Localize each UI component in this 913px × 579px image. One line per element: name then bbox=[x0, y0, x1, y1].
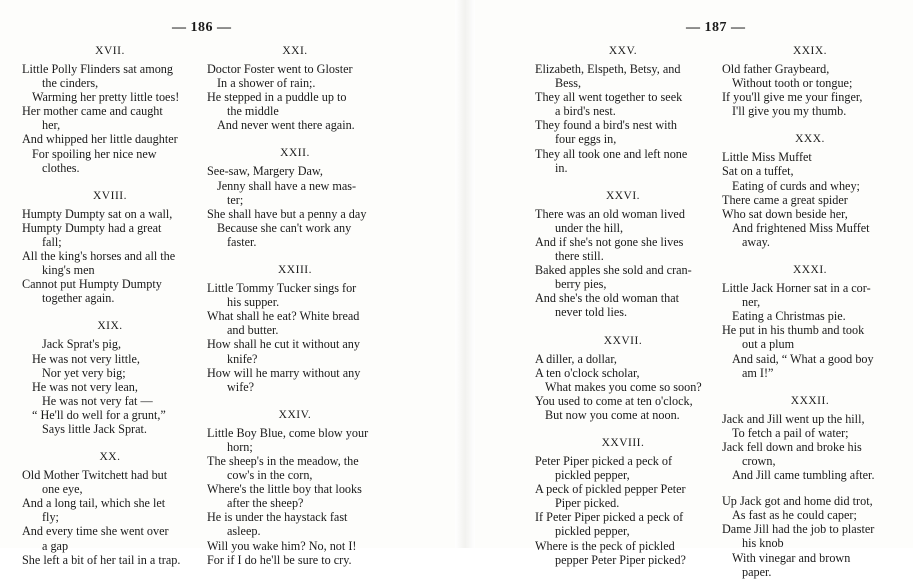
poem-line: ter; bbox=[227, 192, 244, 207]
poem-line: He is under the haystack fast bbox=[207, 510, 348, 525]
poem-line: She left a bit of her tail in a trap. bbox=[22, 552, 181, 567]
poem-line: And frightened Miss Muffet bbox=[732, 220, 870, 235]
poem-line: As fast as he could caper; bbox=[732, 508, 857, 523]
poem-line: his supper. bbox=[227, 295, 280, 310]
poem-line: wife? bbox=[227, 379, 255, 394]
poem-line: Where's the little boy that looks bbox=[207, 482, 362, 497]
poem-line: But now you come at noon. bbox=[545, 407, 680, 422]
page-gutter bbox=[455, 0, 475, 548]
poem-title: XXVII. bbox=[603, 334, 643, 347]
poem-line: paper. bbox=[742, 564, 772, 579]
poem-line: There was an old woman lived bbox=[535, 206, 685, 221]
left-page-column-1 bbox=[22, 42, 198, 567]
poem-line: And never went there again. bbox=[217, 118, 355, 133]
poem-line: Will you wake him? No, not I! bbox=[207, 538, 357, 553]
poem-line: faster. bbox=[227, 234, 257, 249]
poem-line: there still. bbox=[555, 249, 604, 264]
stanza-spacer bbox=[207, 394, 383, 406]
poem-line: a bird's nest. bbox=[555, 104, 616, 119]
poem-line: Little Tommy Tucker sings for bbox=[207, 281, 357, 296]
poem-line: her, bbox=[42, 118, 61, 133]
poem-line: And every time she went over bbox=[22, 524, 169, 539]
poem bbox=[722, 132, 898, 261]
poem-line: Old Mother Twitchett had but bbox=[22, 468, 168, 483]
poem-line: fall; bbox=[42, 234, 62, 249]
poem-line: See-saw, Margery Daw, bbox=[207, 164, 323, 179]
stanza-spacer bbox=[535, 422, 711, 434]
poem-line: A peck of pickled pepper Peter bbox=[535, 482, 686, 497]
poem-line: You used to come at ten o'clock, bbox=[535, 393, 693, 408]
poem-line: Humpty Dumpty sat on a wall, bbox=[22, 206, 173, 221]
poem-line: Jack fell down and broke his bbox=[722, 439, 862, 454]
stanza-spacer bbox=[207, 132, 383, 144]
poem-line: a gap bbox=[42, 538, 69, 553]
poem-line: How shall he cut it without any bbox=[207, 337, 360, 352]
stanza-spacer bbox=[535, 320, 711, 332]
poem-line: Piper picked. bbox=[555, 496, 620, 511]
poem-line: And whipped her little daughter bbox=[22, 132, 178, 147]
poem-line: Little Miss Muffet bbox=[722, 150, 812, 165]
poem-title: XXIX. bbox=[792, 45, 828, 57]
right-page-column-1 bbox=[535, 42, 711, 567]
poem-title: XXVIII. bbox=[601, 436, 645, 449]
stanza-spacer bbox=[22, 436, 198, 448]
stanza-spacer bbox=[22, 175, 198, 187]
poem-line: And Jill came tumbling after. bbox=[732, 468, 875, 483]
poem-title: XXXI. bbox=[792, 264, 828, 277]
poem-line: pepper Peter Piper picked? bbox=[555, 552, 686, 567]
stanza-spacer bbox=[207, 249, 383, 261]
poem-line: am I!” bbox=[742, 365, 774, 380]
poem bbox=[207, 146, 383, 261]
poem-title: XVII. bbox=[95, 45, 125, 57]
poem-line: She shall have but a penny a day bbox=[207, 206, 367, 221]
stanza-spacer bbox=[535, 175, 711, 187]
poem-line: Eating of curds and whey; bbox=[732, 178, 860, 193]
poem-line: four eggs in, bbox=[555, 132, 617, 147]
poem bbox=[22, 189, 198, 318]
poem-line: under the hill, bbox=[555, 220, 624, 235]
poem-line: Peter Piper picked a peck of bbox=[535, 453, 673, 468]
poem-line: They all took one and left none bbox=[535, 146, 688, 161]
poem-line: pickled pepper, bbox=[555, 468, 630, 483]
stanza-spacer bbox=[722, 249, 898, 261]
poem-line: They found a bird's nest with bbox=[535, 118, 677, 133]
page-number-right: — 187 — bbox=[686, 20, 746, 35]
poem-line: Who sat down beside her, bbox=[722, 206, 848, 221]
poem-line: together again. bbox=[42, 291, 115, 306]
poem-line: Old father Graybeard, bbox=[722, 62, 830, 76]
poem-line: in. bbox=[555, 160, 568, 175]
poem-line: And said, “ What a good boy bbox=[732, 351, 874, 366]
poem-line: There came a great spider bbox=[722, 192, 848, 207]
poem-line: Doctor Foster went to Gloster bbox=[207, 62, 353, 76]
poem-line: berry pies, bbox=[555, 277, 607, 292]
poem-line: the middle bbox=[227, 104, 279, 119]
poem bbox=[722, 394, 898, 579]
poem-line: and butter. bbox=[227, 323, 279, 338]
poem-line: Bess, bbox=[555, 76, 582, 91]
poem-line: Jenny shall have a new mas- bbox=[217, 178, 357, 193]
poem-line: He was not very little, bbox=[32, 351, 140, 366]
poem-line: after the sheep? bbox=[227, 496, 304, 511]
poem-line: Little Jack Horner sat in a cor- bbox=[722, 281, 871, 296]
poem-line: And if she's not gone she lives bbox=[535, 234, 684, 249]
poem-title: XXIII. bbox=[278, 264, 312, 277]
poem-line: All the king's horses and all the bbox=[22, 249, 176, 264]
poem-line: ner, bbox=[742, 295, 761, 310]
poem-line: He was not very lean, bbox=[32, 379, 138, 394]
poem-line: horn; bbox=[227, 439, 253, 454]
poem-line: For spoiling her nice new bbox=[32, 146, 157, 161]
poem-line: And a long tail, which she let bbox=[22, 496, 166, 511]
poem-line: I'll give you my thumb. bbox=[732, 104, 847, 119]
poem-line: Little Polly Flinders sat among bbox=[22, 62, 173, 76]
poem bbox=[207, 263, 383, 406]
poem bbox=[535, 436, 711, 567]
poem bbox=[22, 450, 198, 567]
right-page-column-2 bbox=[722, 42, 898, 579]
poem-line: The sheep's in the meadow, the bbox=[207, 453, 359, 468]
poem-line: Nor yet very big; bbox=[42, 365, 126, 380]
poem-line: never told lies. bbox=[555, 305, 628, 320]
poem-line: Humpty Dumpty had a great bbox=[22, 220, 162, 235]
poem-line: They all went together to seek bbox=[535, 90, 683, 105]
page-number-left: — 186 — bbox=[172, 20, 232, 35]
poem-line: Without tooth or tongue; bbox=[732, 76, 853, 91]
poem-line: crown, bbox=[742, 453, 776, 468]
poem-title: XXXII. bbox=[790, 394, 830, 407]
poem-line: He was not very fat — bbox=[42, 393, 153, 408]
poem-line: the cinders, bbox=[42, 76, 99, 91]
poem bbox=[22, 44, 198, 187]
poem-line: cow's in the corn, bbox=[227, 468, 313, 483]
poem-line: away. bbox=[742, 234, 770, 249]
poem-title: XXII. bbox=[280, 147, 310, 160]
left-page-column-2 bbox=[207, 42, 383, 567]
poem-title: XIX. bbox=[97, 320, 123, 333]
poem-line: With vinegar and brown bbox=[732, 550, 851, 565]
poem-line: For if I do he'll be sure to cry. bbox=[207, 552, 352, 567]
poem-title: XXX. bbox=[795, 133, 825, 146]
stanza-spacer bbox=[722, 380, 898, 392]
poem-line: Jack Sprat's pig, bbox=[42, 337, 122, 352]
poem bbox=[207, 408, 383, 567]
poem-line: Her mother came and caught bbox=[22, 104, 163, 119]
poem-line: Up Jack got and home did trot, bbox=[722, 494, 873, 509]
poem-line: Little Boy Blue, come blow your bbox=[207, 425, 369, 440]
poem-line: “ He'll do well for a grunt,” bbox=[32, 407, 166, 422]
poem-line: Cannot put Humpty Dumpty bbox=[22, 277, 162, 292]
poem-line: Says little Jack Sprat. bbox=[42, 421, 147, 436]
poem bbox=[535, 334, 711, 434]
poem-title: XVIII. bbox=[93, 189, 127, 202]
poem-title: XX. bbox=[99, 451, 121, 464]
poem-line bbox=[722, 482, 898, 494]
poem bbox=[535, 44, 711, 187]
poem-line: What shall he eat? White bread bbox=[207, 309, 360, 324]
poem-line: A diller, a dollar, bbox=[535, 351, 617, 366]
poem-line: And she's the old woman that bbox=[535, 291, 680, 306]
poem-line: Warming her pretty little toes! bbox=[32, 90, 180, 105]
poem-line: Sat on a tuffet, bbox=[722, 164, 794, 179]
poem-line: Dame Jill had the job to plaster bbox=[722, 522, 875, 537]
poem-title: XXIV. bbox=[278, 408, 312, 421]
poem-line: clothes. bbox=[42, 160, 80, 175]
poem-line: fly; bbox=[42, 510, 59, 525]
poem-line: If you'll give me your finger, bbox=[722, 90, 863, 105]
poem-line: If Peter Piper picked a peck of bbox=[535, 510, 684, 525]
poem-line: knife? bbox=[227, 351, 258, 366]
poem-line: pickled pepper, bbox=[555, 524, 630, 539]
poem-line: Because she can't work any bbox=[217, 220, 352, 235]
poem-line: How will he marry without any bbox=[207, 365, 361, 380]
poem-title: XXVI. bbox=[605, 189, 641, 202]
poem-line: He stepped in a puddle up to bbox=[207, 90, 347, 105]
poem-line: out a plum bbox=[742, 337, 795, 352]
stanza-spacer bbox=[722, 118, 898, 130]
poem-line: his knob bbox=[742, 536, 784, 551]
poem-line: To fetch a pail of water; bbox=[732, 425, 849, 440]
poem-line: What makes you come so soon? bbox=[545, 379, 702, 394]
poem-line: Elizabeth, Elspeth, Betsy, and bbox=[535, 62, 681, 76]
poem bbox=[22, 319, 198, 448]
poem-line: king's men bbox=[42, 263, 95, 278]
poem bbox=[207, 44, 383, 144]
poem-line: He put in his thumb and took bbox=[722, 323, 865, 338]
poem-line: In a shower of rain;. bbox=[217, 76, 316, 91]
poem-line: Jack and Jill went up the hill, bbox=[722, 411, 865, 426]
poem-line: Eating a Christmas pie. bbox=[732, 309, 846, 324]
stanza-spacer bbox=[22, 305, 198, 317]
poem bbox=[722, 263, 898, 392]
poem-line: Where is the peck of pickled bbox=[535, 538, 675, 553]
poem-line: A ten o'clock scholar, bbox=[535, 365, 640, 380]
poem-line: one eye, bbox=[42, 482, 83, 497]
poem-title: XXI. bbox=[282, 45, 308, 57]
poem-line: asleep. bbox=[227, 524, 261, 539]
poem-line: Baked apples she sold and cran- bbox=[535, 263, 692, 278]
poem bbox=[535, 189, 711, 332]
poem-title: XXV. bbox=[608, 45, 638, 57]
poem bbox=[722, 44, 898, 130]
